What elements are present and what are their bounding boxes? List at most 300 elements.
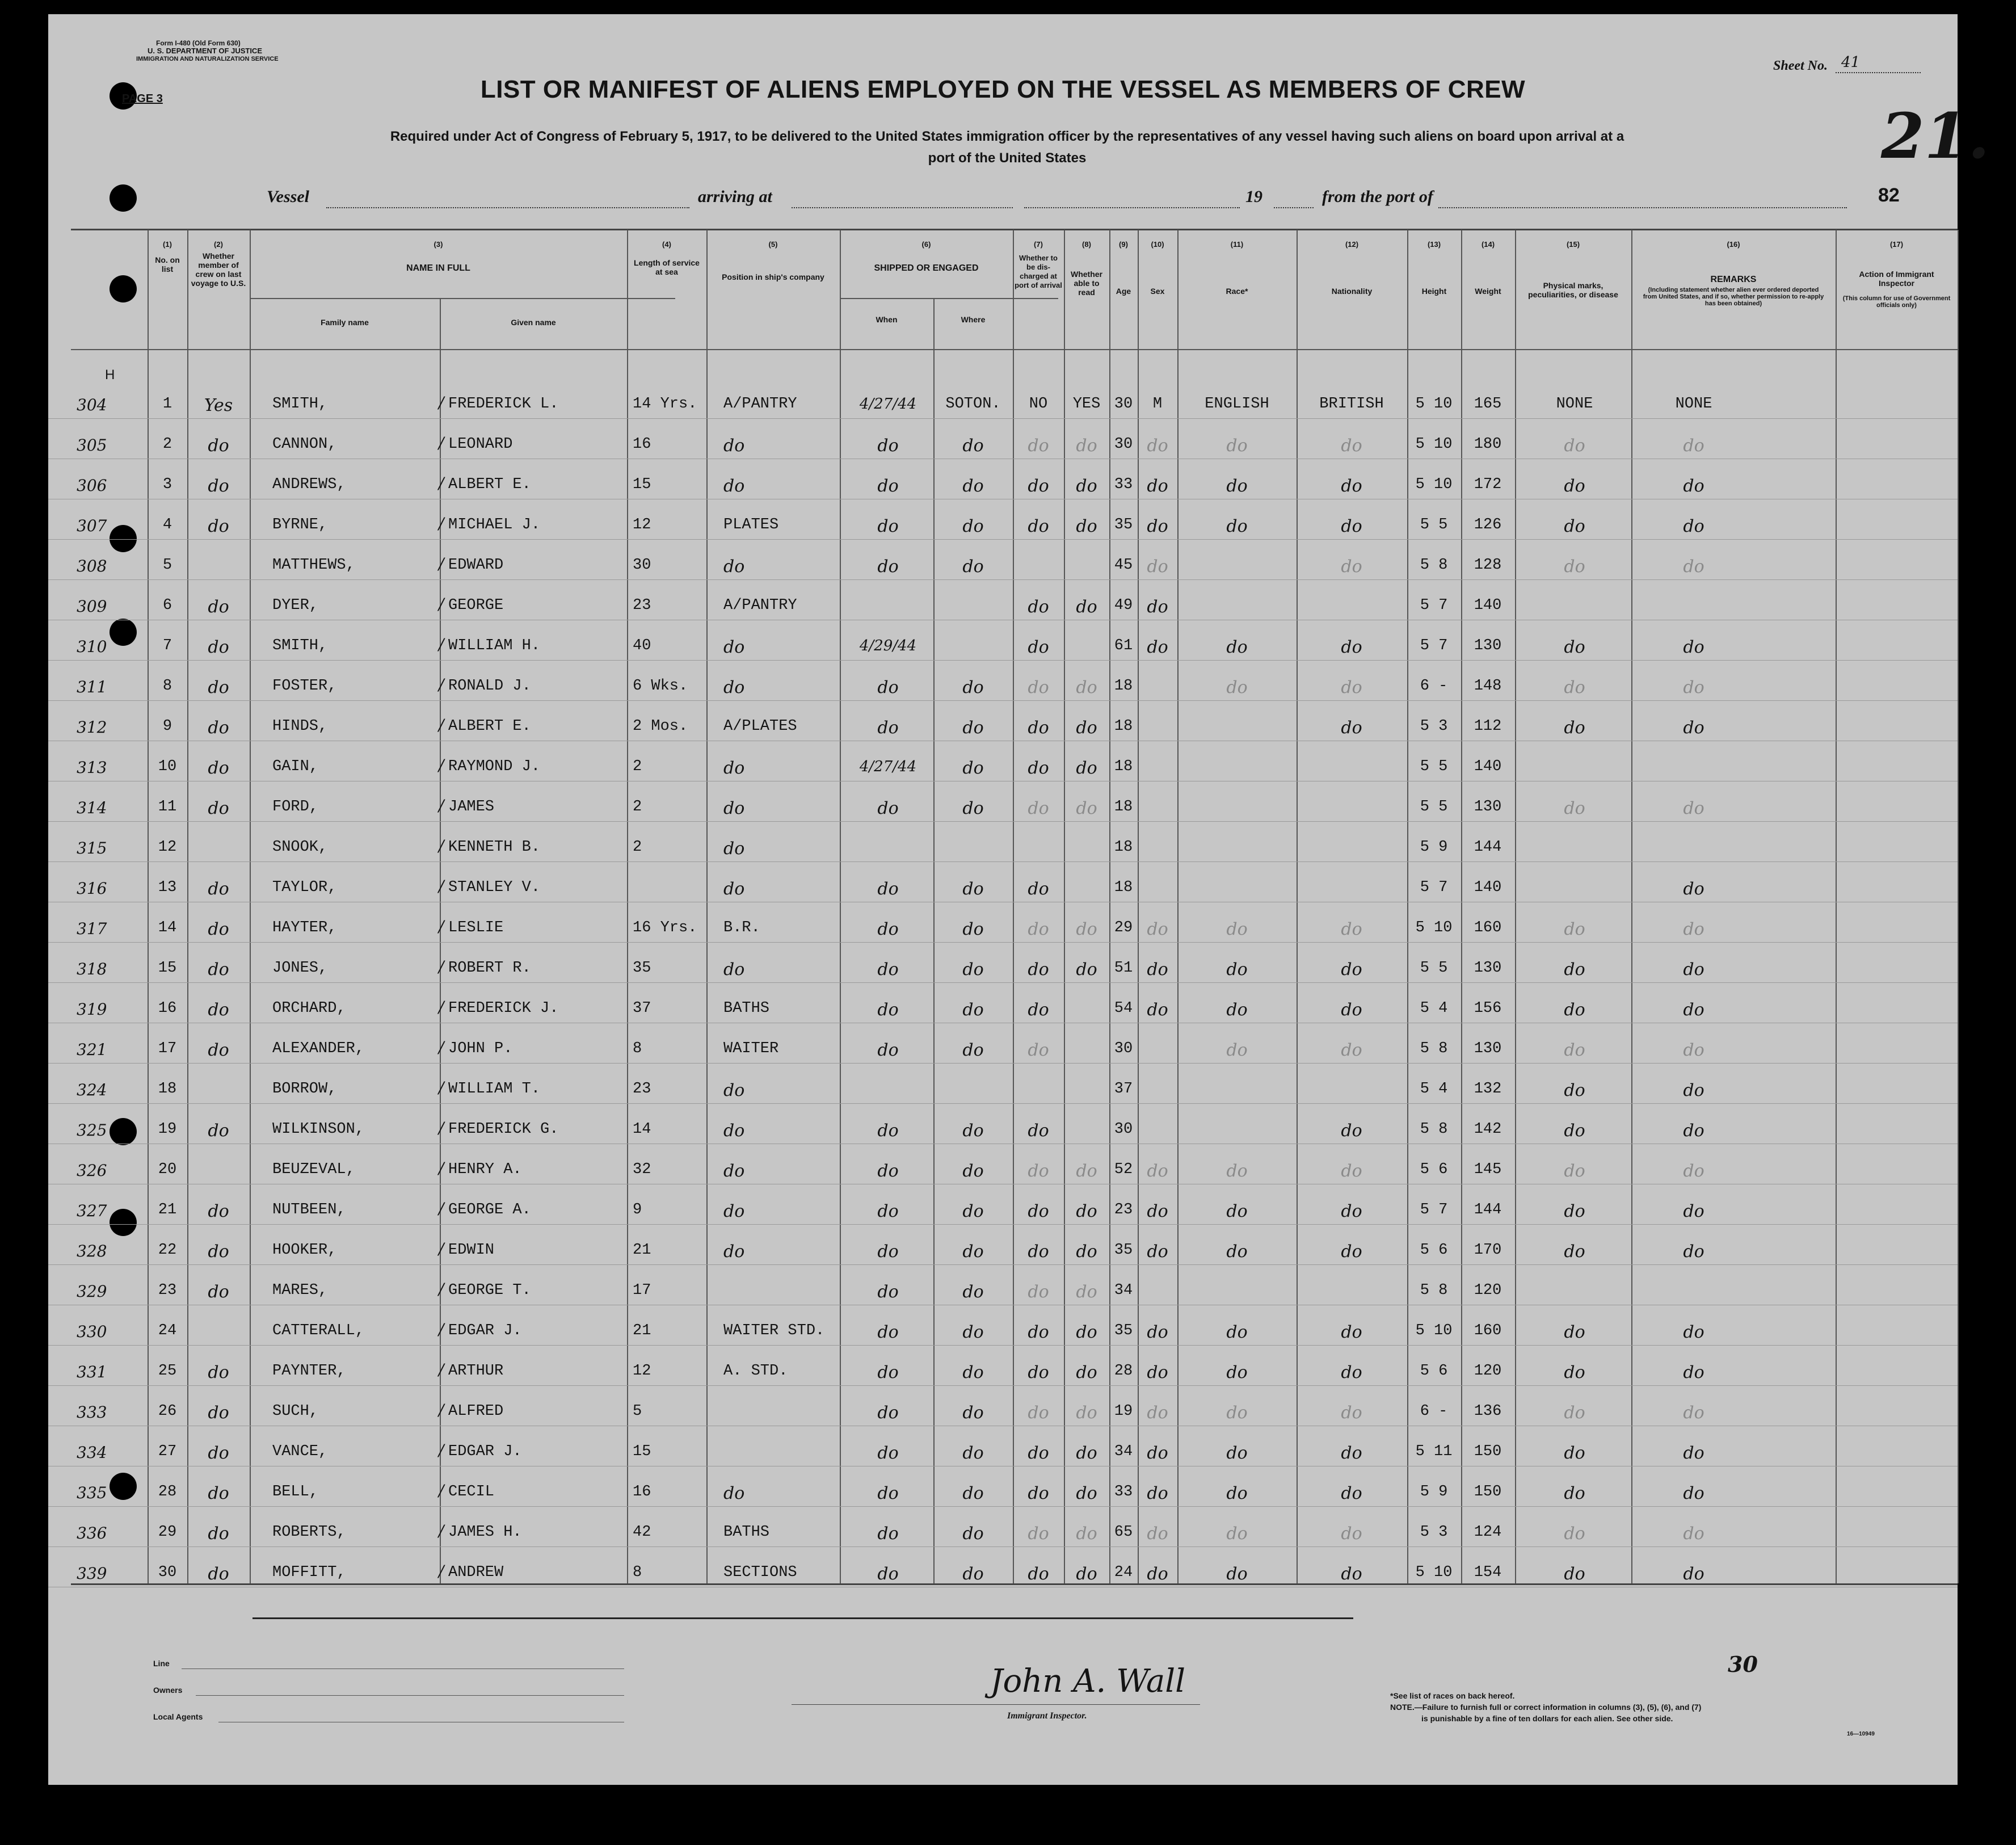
page-number: 82 [1878, 184, 1900, 206]
row-14-read: do [1076, 919, 1097, 939]
row-13-family: TAYLOR, [272, 879, 337, 896]
row-30-age: 24 [1114, 1564, 1133, 1581]
col-remarks-note: (Including statement whether alien ever ordered deported from United States, and if so, whether permission to re-apply has been obtained) [1643, 287, 1824, 307]
row-14-nationality: do [1341, 919, 1362, 939]
row-17-position: WAITER [723, 1040, 779, 1057]
row-18-weight: 132 [1474, 1081, 1502, 1098]
row-3-height: 5 10 [1415, 476, 1453, 493]
row-14-age: 29 [1114, 919, 1133, 936]
row-19-family: WILKINSON, [272, 1121, 365, 1138]
row-20-read: do [1076, 1161, 1097, 1181]
row-7-height: 5 7 [1420, 637, 1448, 654]
row-3-family: ANDREWS, [272, 476, 346, 493]
row-23-ref: 329 [77, 1282, 107, 1301]
row-29-no: 29 [158, 1524, 177, 1541]
row-7-marks: do [1564, 637, 1585, 657]
row-24-height: 5 10 [1415, 1322, 1453, 1339]
row-4-marks: do [1564, 516, 1585, 536]
row-8-position: do [723, 678, 745, 697]
row-26-sex: do [1147, 1403, 1168, 1423]
row-27-height: 5 11 [1415, 1443, 1453, 1460]
row-29-prev: do [208, 1524, 229, 1544]
check-mark-icon: / [439, 635, 444, 654]
row-8-ref: 311 [77, 678, 107, 696]
row-21-position: do [723, 1201, 745, 1221]
row-20-no: 20 [158, 1161, 177, 1178]
row-10-no: 10 [158, 758, 177, 775]
row-19-marks: do [1564, 1121, 1585, 1141]
row-3-where: do [962, 476, 984, 496]
check-mark-icon: / [439, 716, 444, 734]
row-19-nationality: do [1341, 1121, 1362, 1141]
row-15-position: do [723, 960, 745, 980]
row-25-sex: do [1147, 1363, 1168, 1382]
row-9-family: HINDS, [272, 718, 328, 735]
row-21-where: do [962, 1201, 984, 1221]
row-21-when: do [877, 1201, 899, 1221]
check-mark-icon: / [439, 1078, 444, 1097]
row-3-given: ALBERT E. [448, 476, 531, 493]
col-when: When [876, 315, 898, 324]
row-rule [48, 1546, 1958, 1547]
row-25-discharged: do [1028, 1363, 1049, 1382]
row-16-where: do [962, 1000, 984, 1020]
row-6-read: do [1076, 597, 1097, 617]
row-8-given: RONALD J. [448, 678, 531, 695]
row-27-given: EDGAR J. [448, 1443, 522, 1460]
row-21-height: 5 7 [1420, 1201, 1448, 1218]
row-1-prev: Yes [204, 396, 233, 415]
row-28-given: CECIL [448, 1483, 495, 1501]
row-4-position: PLATES [723, 516, 779, 533]
row-9-service: 2 Mos. [633, 718, 688, 735]
row-7-family: SMITH, [272, 637, 328, 654]
row-19-weight: 142 [1474, 1121, 1502, 1138]
row-8-weight: 148 [1474, 678, 1502, 695]
row-17-where: do [962, 1040, 984, 1060]
row-3-service: 15 [633, 476, 651, 493]
row-12-family: SNOOK, [272, 839, 328, 856]
row-rule [48, 861, 1958, 862]
row-24-discharged: do [1028, 1322, 1049, 1342]
row-28-nationality: do [1341, 1483, 1362, 1503]
row-20-remarks: do [1683, 1161, 1704, 1181]
col-name-in-full: NAME IN FULL [406, 263, 470, 273]
row-9-nationality: do [1341, 718, 1362, 738]
row-4-no: 4 [162, 516, 172, 533]
check-mark-icon: / [439, 1119, 444, 1137]
row-14-family: HAYTER, [272, 919, 337, 936]
row-30-height: 5 10 [1415, 1564, 1453, 1581]
col-17-number: (17) [1889, 240, 1904, 249]
row-24-position: WAITER STD. [723, 1322, 825, 1339]
row-rule [48, 1264, 1958, 1265]
row-2-remarks: do [1683, 436, 1704, 456]
row-25-family: PAYNTER, [272, 1363, 346, 1380]
row-17-discharged: do [1028, 1040, 1049, 1060]
row-2-age: 30 [1114, 436, 1133, 453]
check-mark-icon: / [439, 1360, 444, 1379]
row-27-marks: do [1564, 1443, 1585, 1463]
row-24-marks: do [1564, 1322, 1585, 1342]
row-11-read: do [1076, 798, 1097, 818]
row-rule [48, 1063, 1958, 1064]
row-26-when: do [877, 1403, 899, 1423]
row-17-given: JOHN P. [448, 1040, 513, 1057]
row-5-marks: do [1564, 557, 1585, 577]
row-7-given: WILLIAM H. [448, 637, 541, 654]
row-4-race: do [1226, 516, 1248, 536]
row-17-family: ALEXANDER, [272, 1040, 365, 1057]
row-15-discharged: do [1028, 960, 1049, 980]
col-shipped-engaged: SHIPPED OR ENGAGED [874, 263, 979, 273]
row-17-race: do [1226, 1040, 1248, 1060]
col-length-service: Length of service at sea [634, 258, 700, 276]
row-20-height: 5 6 [1420, 1161, 1448, 1178]
row-29-read: do [1076, 1524, 1097, 1544]
row-23-service: 17 [633, 1282, 651, 1299]
col-discharged: Whether to be dis-charged at port of arrival [1015, 254, 1062, 289]
row-16-age: 54 [1114, 1000, 1133, 1017]
row-6-position: A/PANTRY [723, 597, 797, 614]
row-29-height: 5 3 [1420, 1524, 1448, 1541]
row-26-prev: do [208, 1403, 229, 1423]
col-race: Race* [1226, 287, 1248, 296]
row-4-ref: 307 [77, 516, 107, 535]
row-9-when: do [877, 718, 899, 738]
row-11-height: 5 5 [1420, 798, 1448, 816]
row-17-no: 17 [158, 1040, 177, 1057]
col-14-number: (14) [1481, 240, 1495, 249]
row-7-discharged: do [1028, 637, 1049, 657]
row-30-read: do [1076, 1564, 1097, 1584]
row-rule [48, 539, 1958, 540]
row-12-weight: 144 [1474, 839, 1502, 856]
row-2-service: 16 [633, 436, 651, 453]
row-20-position: do [723, 1161, 745, 1181]
manifest-sheet [48, 14, 1990, 1785]
row-28-service: 16 [633, 1483, 651, 1501]
row-5-nationality: do [1341, 557, 1362, 577]
row-19-service: 14 [633, 1121, 651, 1138]
row-10-prev: do [208, 758, 229, 778]
row-rule [48, 1385, 1958, 1386]
row-26-age: 19 [1114, 1403, 1133, 1420]
row-12-given: KENNETH B. [448, 839, 541, 856]
row-7-prev: do [208, 637, 229, 657]
year-label: 19 [1245, 187, 1262, 206]
col-position: Position in ship's company [722, 272, 824, 281]
row-14-race: do [1226, 919, 1248, 939]
row-6-sex: do [1147, 597, 1168, 617]
row-1-marks: NONE [1556, 396, 1593, 413]
row-2-height: 5 10 [1415, 436, 1453, 453]
row-28-age: 33 [1114, 1483, 1133, 1501]
handwritten-sheet-number: 21. [1881, 99, 1990, 173]
row-rule [48, 700, 1958, 701]
row-2-race: do [1226, 436, 1248, 456]
row-16-given: FREDERICK J. [448, 1000, 559, 1017]
row-25-service: 12 [633, 1363, 651, 1380]
row-16-when: do [877, 1000, 899, 1020]
row-15-service: 35 [633, 960, 651, 977]
row-26-service: 5 [633, 1403, 642, 1420]
check-mark-icon: / [439, 837, 444, 855]
row-4-remarks: do [1683, 516, 1704, 536]
row-13-discharged: do [1028, 879, 1049, 899]
row-13-given: STANLEY V. [448, 879, 541, 896]
row-4-age: 35 [1114, 516, 1133, 533]
row-rule [48, 418, 1958, 419]
row-19-position: do [723, 1121, 745, 1141]
col-height: Height [1421, 287, 1447, 296]
col-prev-voyage: Whether member of crew on last voyage to U.S. [191, 251, 246, 288]
row-14-prev: do [208, 919, 229, 939]
col-8-number: (8) [1082, 240, 1091, 249]
row-15-age: 51 [1114, 960, 1133, 977]
row-28-ref: 335 [77, 1483, 107, 1502]
row-17-marks: do [1564, 1040, 1585, 1060]
col-inspector-note: (This column for use of Government officials only) [1842, 295, 1951, 309]
row-13-height: 5 7 [1420, 879, 1448, 896]
row-30-ref: 339 [77, 1564, 107, 1583]
agents-label: Local Agents [153, 1712, 203, 1721]
row-1-family: SMITH, [272, 396, 328, 413]
row-25-race: do [1226, 1363, 1248, 1382]
row-27-ref: 334 [77, 1443, 107, 1462]
row-19-prev: do [208, 1121, 229, 1141]
row-29-nationality: do [1341, 1524, 1362, 1544]
row-rule [48, 942, 1958, 943]
check-mark-icon: / [439, 595, 444, 613]
row-30-no: 30 [158, 1564, 177, 1581]
row-26-weight: 136 [1474, 1403, 1502, 1420]
row-9-remarks: do [1683, 718, 1704, 738]
row-5-when: do [877, 557, 899, 577]
row-30-weight: 154 [1474, 1564, 1502, 1581]
row-11-family: FORD, [272, 798, 319, 816]
row-30-sex: do [1147, 1564, 1168, 1584]
row-6-given: GEORGE [448, 597, 504, 614]
check-mark-icon: / [439, 1320, 444, 1339]
row-29-where: do [962, 1524, 984, 1544]
row-22-given: EDWIN [448, 1242, 495, 1259]
row-16-marks: do [1564, 1000, 1585, 1020]
col-nationality: Nationality [1331, 287, 1373, 296]
row-7-position: do [723, 637, 745, 657]
row-27-weight: 150 [1474, 1443, 1502, 1460]
check-mark-icon: / [439, 1481, 444, 1500]
row-25-no: 25 [158, 1363, 177, 1380]
check-mark-icon: / [439, 1199, 444, 1218]
row-23-where: do [962, 1282, 984, 1302]
row-9-prev: do [208, 718, 229, 738]
row-3-position: do [723, 476, 745, 496]
row-7-race: do [1226, 637, 1248, 657]
row-27-when: do [877, 1443, 899, 1463]
row-16-remarks: do [1683, 1000, 1704, 1020]
row-15-sex: do [1147, 960, 1168, 980]
col-given-name: Given name [511, 318, 556, 327]
row-2-where: do [962, 436, 984, 456]
row-30-marks: do [1564, 1564, 1585, 1584]
check-mark-icon: / [439, 1038, 444, 1057]
row-11-weight: 130 [1474, 798, 1502, 816]
row-30-given: ANDREW [448, 1564, 504, 1581]
row-20-where: do [962, 1161, 984, 1181]
row-29-family: ROBERTS, [272, 1524, 346, 1541]
row-9-position: A/PLATES [723, 718, 797, 735]
row-15-race: do [1226, 960, 1248, 980]
row-19-where: do [962, 1121, 984, 1141]
row-24-when: do [877, 1322, 899, 1342]
row-29-when: do [877, 1524, 899, 1544]
row-30-position: SECTIONS [723, 1564, 797, 1581]
row-3-no: 3 [162, 476, 172, 493]
row-12-ref: 315 [77, 839, 107, 858]
row-27-remarks: do [1683, 1443, 1704, 1463]
row-30-race: do [1226, 1564, 1248, 1584]
row-21-remarks: do [1683, 1201, 1704, 1221]
row-10-position: do [723, 758, 745, 778]
row-6-no: 6 [162, 597, 172, 614]
row-28-height: 5 9 [1420, 1483, 1448, 1501]
row-9-where: do [962, 718, 984, 738]
row-30-service: 8 [633, 1564, 642, 1581]
row-10-ref: 313 [77, 758, 107, 777]
row-1-age: 30 [1114, 396, 1133, 413]
row-23-age: 34 [1114, 1282, 1133, 1299]
row-15-prev: do [208, 960, 229, 980]
row-rule [48, 660, 1958, 661]
row-3-weight: 172 [1474, 476, 1502, 493]
col-where: Where [961, 315, 986, 324]
row-4-prev: do [208, 516, 229, 536]
row-28-discharged: do [1028, 1483, 1049, 1503]
row-27-discharged: do [1028, 1443, 1049, 1463]
row-22-read: do [1076, 1242, 1097, 1262]
col-6-number: (6) [921, 240, 931, 249]
row-26-marks: do [1564, 1403, 1585, 1423]
row-29-discharged: do [1028, 1524, 1049, 1544]
row-19-ref: 325 [77, 1121, 107, 1140]
row-6-prev: do [208, 597, 229, 617]
row-rule [48, 579, 1958, 580]
row-28-race: do [1226, 1483, 1248, 1503]
col-12-number: (12) [1345, 240, 1359, 249]
row-15-given: ROBERT R. [448, 960, 531, 977]
row-28-remarks: do [1683, 1483, 1704, 1503]
department-name: U. S. DEPARTMENT OF JUSTICE [148, 47, 262, 55]
row-8-read: do [1076, 678, 1097, 697]
row-20-sex: do [1147, 1161, 1168, 1181]
row-21-sex: do [1147, 1201, 1168, 1221]
row-11-discharged: do [1028, 798, 1049, 818]
row-13-age: 18 [1114, 879, 1133, 896]
row-3-ref: 306 [77, 476, 107, 495]
row-24-nationality: do [1341, 1322, 1362, 1342]
row-7-sex: do [1147, 637, 1168, 657]
row-27-family: VANCE, [272, 1443, 328, 1460]
row-25-remarks: do [1683, 1363, 1704, 1382]
fine-note: is punishable by a fine of ten dollars for each alien. See other side. [1421, 1714, 1673, 1723]
row-10-given: RAYMOND J. [448, 758, 541, 775]
row-14-sex: do [1147, 919, 1168, 939]
row-11-given: JAMES [448, 798, 495, 816]
row-26-height: 6 - [1420, 1403, 1448, 1420]
row-3-sex: do [1147, 476, 1168, 496]
row-14-where: do [962, 919, 984, 939]
row-27-where: do [962, 1443, 984, 1463]
row-19-age: 30 [1114, 1121, 1133, 1138]
col-1-number: (1) [163, 240, 172, 249]
owners-label: Owners [153, 1686, 183, 1695]
row-11-remarks: do [1683, 798, 1704, 818]
col-16-number: (16) [1727, 240, 1740, 249]
row-28-family: BELL, [272, 1483, 319, 1501]
from-port-label: from the port of [1322, 187, 1433, 206]
row-7-age: 61 [1114, 637, 1133, 654]
row-22-service: 21 [633, 1242, 651, 1259]
row-16-race: do [1226, 1000, 1248, 1020]
row-rule [48, 1224, 1958, 1225]
row-23-weight: 120 [1474, 1282, 1502, 1299]
row-18-age: 37 [1114, 1081, 1133, 1098]
row-29-ref: 336 [77, 1524, 107, 1543]
row-26-no: 26 [158, 1403, 177, 1420]
row-2-marks: do [1564, 436, 1585, 456]
row-15-weight: 130 [1474, 960, 1502, 977]
row-11-position: do [723, 798, 745, 818]
row-20-weight: 145 [1474, 1161, 1502, 1178]
row-22-weight: 170 [1474, 1242, 1502, 1259]
row-5-ref: 308 [77, 557, 107, 575]
row-15-remarks: do [1683, 960, 1704, 980]
row-24-given: EDGAR J. [448, 1322, 522, 1339]
row-2-read: do [1076, 436, 1097, 456]
row-5-remarks: do [1683, 557, 1704, 577]
row-10-height: 5 5 [1420, 758, 1448, 775]
row-1-service: 14 Yrs. [633, 396, 697, 413]
row-7-remarks: do [1683, 637, 1704, 657]
row-22-when: do [877, 1242, 899, 1262]
check-mark-icon: / [439, 1159, 444, 1178]
check-mark-icon: / [439, 1239, 444, 1258]
row-13-prev: do [208, 879, 229, 899]
row-5-sex: do [1147, 557, 1168, 577]
row-29-marks: do [1564, 1524, 1585, 1544]
row-14-when: do [877, 919, 899, 939]
row-27-race: do [1226, 1443, 1248, 1463]
row-21-discharged: do [1028, 1201, 1049, 1221]
row-22-discharged: do [1028, 1242, 1049, 1262]
row-8-when: do [877, 678, 899, 697]
row-8-nationality: do [1341, 678, 1362, 697]
requirement-text-2: port of the United States [928, 150, 1087, 166]
row-4-given: MICHAEL J. [448, 516, 541, 533]
col-sex: Sex [1150, 287, 1165, 296]
row-26-where: do [962, 1403, 984, 1423]
row-23-height: 5 8 [1420, 1282, 1448, 1299]
print-code: 16—10949 [1847, 1731, 1875, 1737]
row-11-service: 2 [633, 798, 642, 816]
row-21-marks: do [1564, 1201, 1585, 1221]
row-18-family: BORROW, [272, 1081, 337, 1098]
check-mark-icon: / [439, 1562, 444, 1581]
row-29-service: 42 [633, 1524, 651, 1541]
row-21-weight: 144 [1474, 1201, 1502, 1218]
row-7-service: 40 [633, 637, 651, 654]
